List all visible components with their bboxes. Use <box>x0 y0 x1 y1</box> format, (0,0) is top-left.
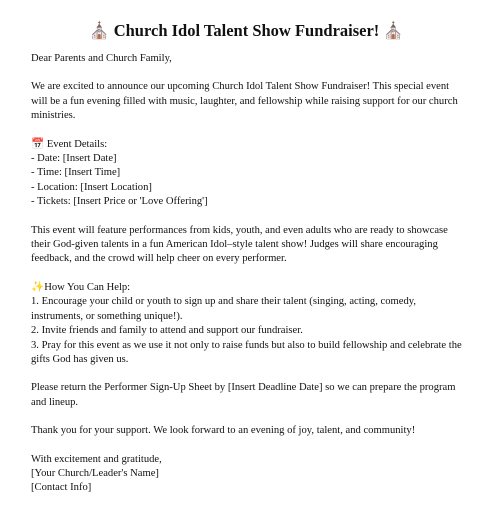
help-item-3: 3. Pray for this event as we use it not only to raise funds but also to build fellowship and celebrate the gifts God has given us. <box>31 339 462 365</box>
signer-name: [Your Church/Leader's Name] <box>31 467 159 479</box>
event-details-heading: 📅 Event Details: <box>31 138 108 150</box>
help-item-1: 1. Encourage your child or youth to sign up and share their talent (singing, acting, comedy, instruments, or something unique!). <box>31 296 417 322</box>
event-detail-date: - Date: [Insert Date] <box>31 153 117 165</box>
help-item-2: 2. Invite friends and family to attend and support our fundraiser. <box>31 325 303 337</box>
event-details-section <box>31 138 462 210</box>
intro-paragraph: We are excited to announce our upcoming Church Idol Talent Show Fundraiser! This special event will be a fun evening filled with music, laughter, and fellowship while raising support for our church ministries. <box>31 81 458 122</box>
help-heading: ✨How You Can Help: <box>31 281 131 293</box>
event-detail-location: - Location: [Insert Location] <box>31 181 152 193</box>
contact-info: [Contact Info] <box>31 482 92 494</box>
help-section <box>31 281 462 367</box>
description-paragraph: This event will feature performances from kids, youth, and even adults who are ready to showcase their God-given talents in a fun American Idol–style talent show! Judges will share encouraging feedback, and the crowd will help cheer on every performer. <box>31 224 448 265</box>
closing-section <box>31 453 462 496</box>
thanks-paragraph: Thank you for your support. We look forward to an evening of joy, talent, and community! <box>31 425 416 437</box>
event-detail-time: - Time: [Insert Time] <box>31 167 121 179</box>
page-title: ⛪ Church Idol Talent Show Fundraiser! ⛪ <box>89 21 404 40</box>
sign-off: With excitement and gratitude, <box>31 453 162 465</box>
return-note: Please return the Performer Sign-Up Sheet by [Insert Deadline Date] so we can prepare the program and lineup. <box>31 382 456 408</box>
greeting: Dear Parents and Church Family, <box>31 53 172 64</box>
event-detail-tickets: - Tickets: [Insert Price or 'Love Offering'] <box>31 196 208 208</box>
